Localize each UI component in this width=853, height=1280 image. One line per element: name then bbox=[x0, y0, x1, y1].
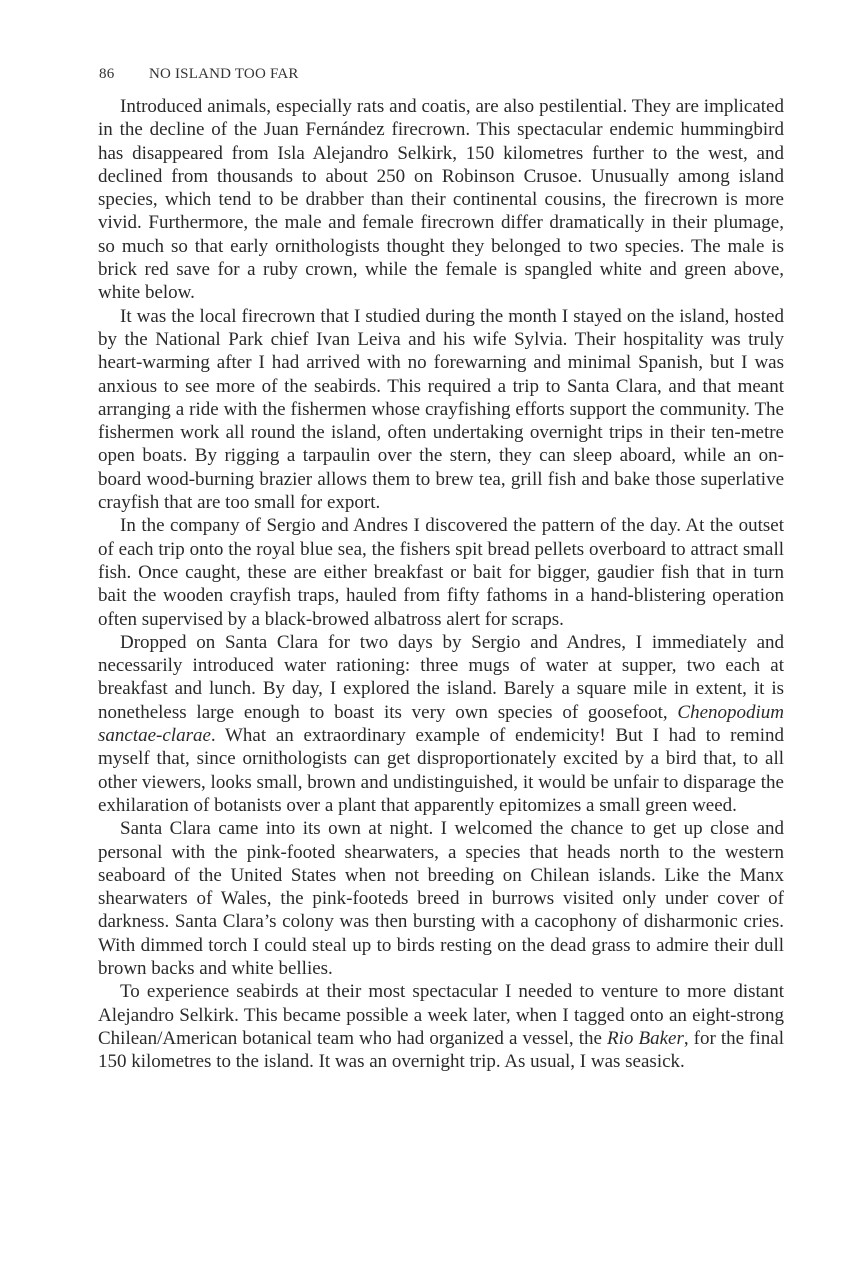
species-name: Chenopodium sanctae-clarae bbox=[98, 701, 784, 747]
paragraph-text: . What an extraordinary example of endemicity! But I had to remind myself that, since ornithologists can get disproportionately excited by a bird that, to all other viewers, looks small, brown and undistinguished, it would be unfair to disparage the exhilaration of botanists over a plant that apparently epitomizes a small green weed. bbox=[98, 725, 784, 816]
paragraph-local-firecrown: It was the local firecrown that I studied during the month I stayed on the island, hosted by the National Park chief Ivan Leiva and his wife Sylvia. Their hospitality was truly heart-warming after I had arrived with no forewarning and minimal Spanish, but I was anxious to see more of the seabirds. This required a trip to Santa Clara, and that meant arranging a ride with the fishermen whose crayfishing efforts support the community. The fishermen work all round the island, often undertaking overnight trips in their ten-metre open boats. By rigging a tarpaulin over the stern, they can sleep aboard, while an on-board wood-burning brazier allows them to brew tea, grill fish and bake those superlative crayfish that are too small for export. bbox=[98, 305, 784, 514]
paragraph-text: To experience seabirds at their most spectacular I needed to venture to more distant Alejandro Selkirk. This became possible a week later, when I tagged onto an eight-strong Chilean/American botanical team who had organized a vessel, the bbox=[98, 981, 784, 1049]
page-number: 86 bbox=[99, 66, 115, 82]
paragraph-santa-clara-night: Santa Clara came into its own at night. I welcomed the chance to get up close and personal with the pink-footed shearwaters, a species that heads north to the western seaboard of the United States when not breeding on Chilean islands. Like the Manx shearwaters of Wales, the pink-footeds breed in burrows visited only under cover of darkness. Santa Clara’s colony was then bursting with a cacophony of disharmonic cries. With dimmed torch I could steal up to birds resting on the dead grass to admire their dull brown backs and white bellies. bbox=[98, 818, 784, 979]
vessel-name: Rio Baker bbox=[607, 1027, 684, 1049]
paragraph-alejandro-selkirk bbox=[98, 980, 784, 1073]
running-head bbox=[99, 66, 299, 83]
paragraph-text: Dropped on Santa Clara for two days by Sergio and Andres, I immediately and necessarily introduced water rationing: three mugs of water at supper, two each at breakfast and lunch. By day, I explored the island. Barely a square mile in extent, it is nonetheless large enough to boast its very own species of goosefoot, bbox=[98, 631, 784, 723]
body-text bbox=[98, 95, 784, 1073]
paragraph-text: , for the final 150 kilometres to the island. It was an overnight trip. As usual, I was seasick. bbox=[98, 1027, 784, 1073]
running-title: NO ISLAND TOO FAR bbox=[148, 66, 299, 82]
paragraph-fishing-day: In the company of Sergio and Andres I discovered the pattern of the day. At the outset of each trip onto the royal blue sea, the fishers spit bread pellets overboard to attract small fish. Once caught, these are either breakfast or bait for bigger, gaudier fish that in turn bait the wooden crayfish traps, hauled from fifty fathoms in a hand-blistering operation often supervised by a black-browed albatross alert for scraps. bbox=[98, 515, 784, 630]
paragraph-santa-clara-day bbox=[98, 631, 784, 817]
paragraph-firecrown: Introduced animals, especially rats and coatis, are also pestilential. They are implicated in the decline of the Juan Fernández firecrown. This spectacular endemic hummingbird has disappeared from Isla Alejandro Selkirk, 150 kilometres further to the west, and declined from thousands to about 250 on Robinson Crusoe. Unusually among island species, which tend to be drabber than their continental cousins, the firecrown is more vivid. Furthermore, the male and female firecrown differ dramatically in their plumage, so much so that early ornithologists thought they belonged to two species. The male is brick red save for a ruby crown, while the female is spangled white and green above, white below. bbox=[98, 96, 784, 304]
